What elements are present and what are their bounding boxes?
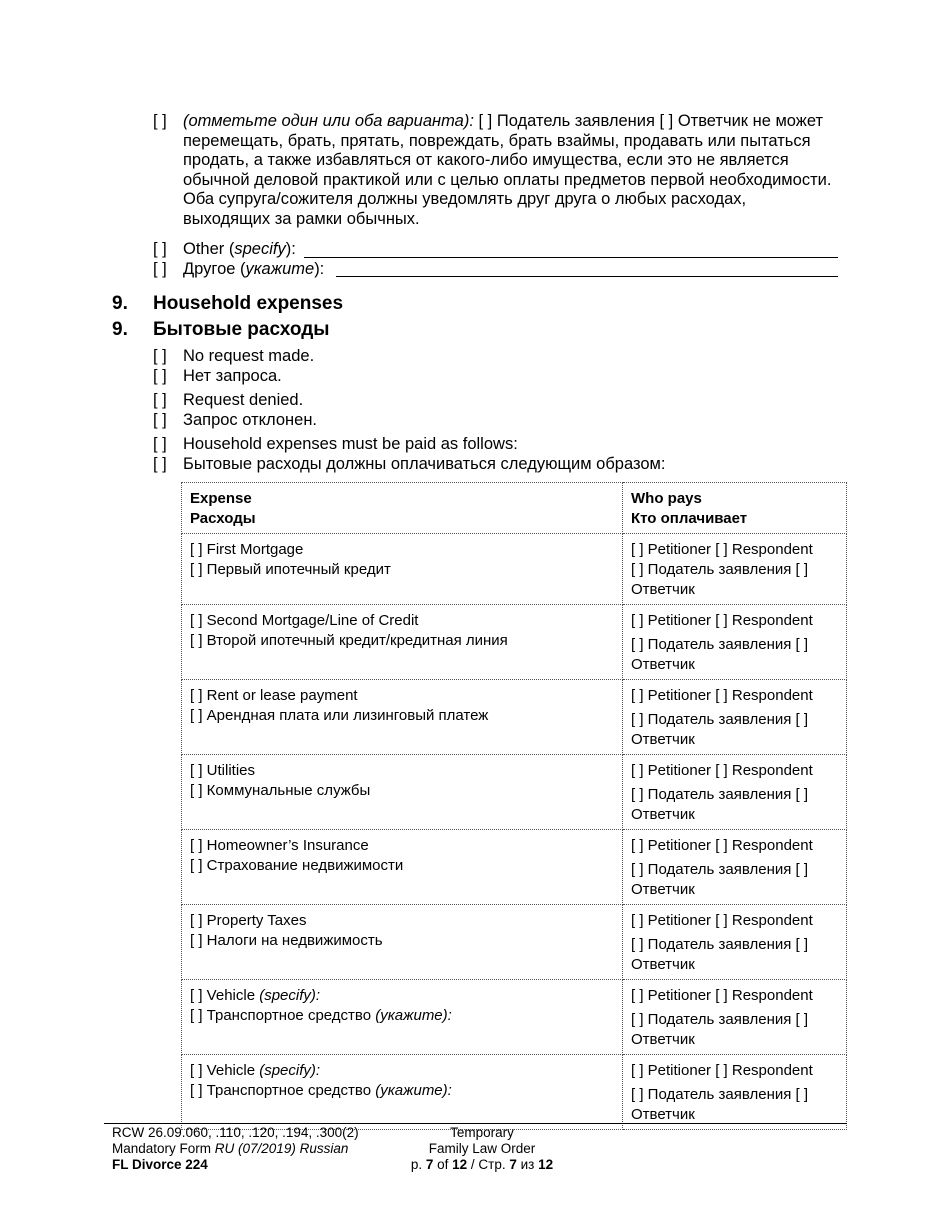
checkbox[interactable]: [ ] [153, 367, 167, 385]
expense-cell[interactable]: [ ] Second Mortgage/Line of Credit [ ] Второй ипотечный кредит/кредитная линия [182, 605, 623, 680]
footer-divider [104, 1123, 847, 1124]
table-row [182, 755, 847, 830]
footer-form-id: FL Divorce 224 [112, 1157, 208, 1172]
expense-cell[interactable]: [ ] Property Taxes [ ] Налоги на недвижимость [182, 905, 623, 980]
section-title-en: Household expenses [153, 293, 344, 314]
expense-cell[interactable]: [ ] Vehicle (specify): [ ] Транспортное средство (укажите): [182, 1055, 623, 1130]
table-row [182, 980, 847, 1055]
header-expense: Expense Расходы [182, 483, 623, 534]
who-pays-cell[interactable]: [ ] Petitioner [ ] Respondent [ ] Податель заявления [ ] Ответчик [623, 534, 847, 605]
option-instruction: (отметьте один или оба варианта): [183, 112, 474, 130]
table-row [182, 605, 847, 680]
who-pays-cell[interactable]: [ ] Petitioner [ ] Respondent [ ] Податель заявления [ ] Ответчик [623, 830, 847, 905]
option-denied-en: Request denied. [183, 391, 304, 409]
footer-left [112, 1125, 359, 1173]
footer-page-number: p. 7 of 12 / Стр. 7 из 12 [410, 1157, 554, 1172]
restraint-option-text [183, 112, 833, 229]
expense-cell[interactable]: [ ] Vehicle (specify): [ ] Транспортное средство (укажите): [182, 980, 623, 1055]
table-row [182, 1055, 847, 1130]
option-no-request-ru: Нет запроса. [183, 367, 282, 385]
checkbox[interactable]: [ ] [153, 240, 167, 258]
option-paid-as-follows-ru: Бытовые расходы должны оплачиваться следующим образом: [183, 455, 666, 473]
footer-title-line2: Family Law Order [428, 1141, 536, 1156]
option-denied-ru: Запрос отклонен. [183, 411, 318, 429]
other-specify-line-ru[interactable] [336, 276, 838, 277]
table-row [182, 680, 847, 755]
section-number: 9. [112, 319, 128, 340]
option-paid-as-follows-en: Household expenses must be paid as follows: [183, 435, 518, 453]
expense-cell[interactable]: [ ] Homeowner’s Insurance [ ] Страхование недвижимости [182, 830, 623, 905]
option-no-request-en: No request made. [183, 347, 315, 365]
table-row [182, 534, 847, 605]
checkbox[interactable]: [ ] [153, 112, 167, 130]
checkbox[interactable]: [ ] [153, 455, 167, 473]
footer-mandatory: Mandatory Form RU (07/2019) Russian [112, 1141, 349, 1156]
expense-table [181, 482, 847, 1130]
checkbox[interactable]: [ ] [153, 435, 167, 453]
table-header-row [182, 483, 847, 534]
section-number: 9. [112, 293, 128, 314]
header-who-pays: Who pays Кто оплачивает [623, 483, 847, 534]
table-row [182, 905, 847, 980]
expense-cell[interactable]: [ ] First Mortgage [ ] Первый ипотечный кредит [182, 534, 623, 605]
who-pays-cell[interactable]: [ ] Petitioner [ ] Respondent [ ] Податель заявления [ ] Ответчик [623, 680, 847, 755]
checkbox[interactable]: [ ] [153, 411, 167, 429]
who-pays-cell[interactable]: [ ] Petitioner [ ] Respondent [ ] Податель заявления [ ] Ответчик [623, 605, 847, 680]
who-pays-cell[interactable]: [ ] Petitioner [ ] Respondent [ ] Податель заявления [ ] Ответчик [623, 755, 847, 830]
who-pays-cell[interactable]: [ ] Petitioner [ ] Respondent [ ] Податель заявления [ ] Ответчик [623, 1055, 847, 1130]
who-pays-cell[interactable]: [ ] Petitioner [ ] Respondent [ ] Податель заявления [ ] Ответчик [623, 980, 847, 1055]
checkbox[interactable]: [ ] [153, 347, 167, 365]
expense-cell[interactable]: [ ] Rent or lease payment [ ] Арендная плата или лизинговый платеж [182, 680, 623, 755]
footer-rcw: RCW 26.09.060, .110, .120, .194, .300(2) [112, 1125, 359, 1140]
option-body: [ ] Податель заявления [ ] Ответчик не может перемещать, брать, прятать, повреждать, брать взаймы, продавать или пытаться продать, а также избавляться от какого-либо имущества, если это не является обычной деловой практикой или с целью оплаты предметов первой необходимости. Оба супруга/сожителя должны уведомлять друг друга о любых расходах, выходящих за рамки обычных. [183, 112, 832, 228]
footer-center [400, 1125, 564, 1173]
other-label-ru: Другое (укажите): [183, 260, 325, 278]
section-title-ru: Бытовые расходы [153, 319, 330, 340]
table-row [182, 830, 847, 905]
checkbox[interactable]: [ ] [153, 391, 167, 409]
other-specify-line-en[interactable] [304, 257, 838, 258]
expense-cell[interactable]: [ ] Utilities [ ] Коммунальные службы [182, 755, 623, 830]
who-pays-cell[interactable]: [ ] Petitioner [ ] Respondent [ ] Податель заявления [ ] Ответчик [623, 905, 847, 980]
footer-title-line1: Temporary [450, 1125, 514, 1140]
checkbox[interactable]: [ ] [153, 260, 167, 278]
other-label-en: Other (specify): [183, 240, 296, 258]
